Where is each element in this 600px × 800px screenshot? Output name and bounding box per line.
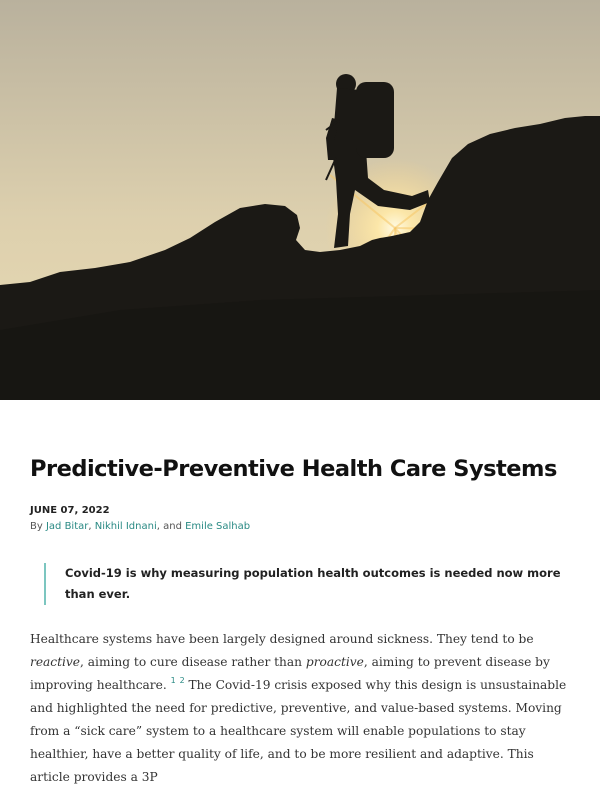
body-text: Healthcare systems have been largely designed around sickness. They tend to be xyxy=(30,632,534,646)
author-link-3[interactable]: Emile Salhab xyxy=(185,521,251,532)
footnote-ref-2[interactable]: 2 xyxy=(179,676,185,685)
body-emphasis: proactive xyxy=(305,655,364,669)
byline-prefix: By xyxy=(30,521,46,532)
footnote-ref-1[interactable]: 1 xyxy=(170,676,176,685)
body-text: , aiming to cure disease rather than xyxy=(80,655,306,669)
article-title: Predictive-Preventive Health Care Systems xyxy=(30,456,557,482)
pull-quote-text: Covid-19 is why measuring population health outcomes is needed now more than ever. xyxy=(65,566,561,601)
byline-separator: , xyxy=(88,521,95,532)
article-body xyxy=(30,628,575,789)
body-text: , aiming to prevent disease by improving healthcare. xyxy=(30,655,550,692)
author-link-1[interactable]: Jad Bitar xyxy=(45,521,89,532)
author-link-2[interactable]: Nikhil Idnani xyxy=(94,521,157,532)
body-text: The Covid-19 crisis exposed why this design is unsustainable and highlighted the need for predictive, preventive, and value-based systems. Moving from a “sick care” system to a healthcare system will enable populations to stay healthier, have a better quality of life, and to be more resilient and adaptive. This article provides a 3P xyxy=(30,678,567,784)
pull-quote xyxy=(44,563,565,605)
article-date: JUNE 07, 2022 xyxy=(30,505,110,516)
body-emphasis: reactive xyxy=(30,655,81,669)
byline-separator: , and xyxy=(156,521,186,532)
article-byline xyxy=(30,521,250,532)
